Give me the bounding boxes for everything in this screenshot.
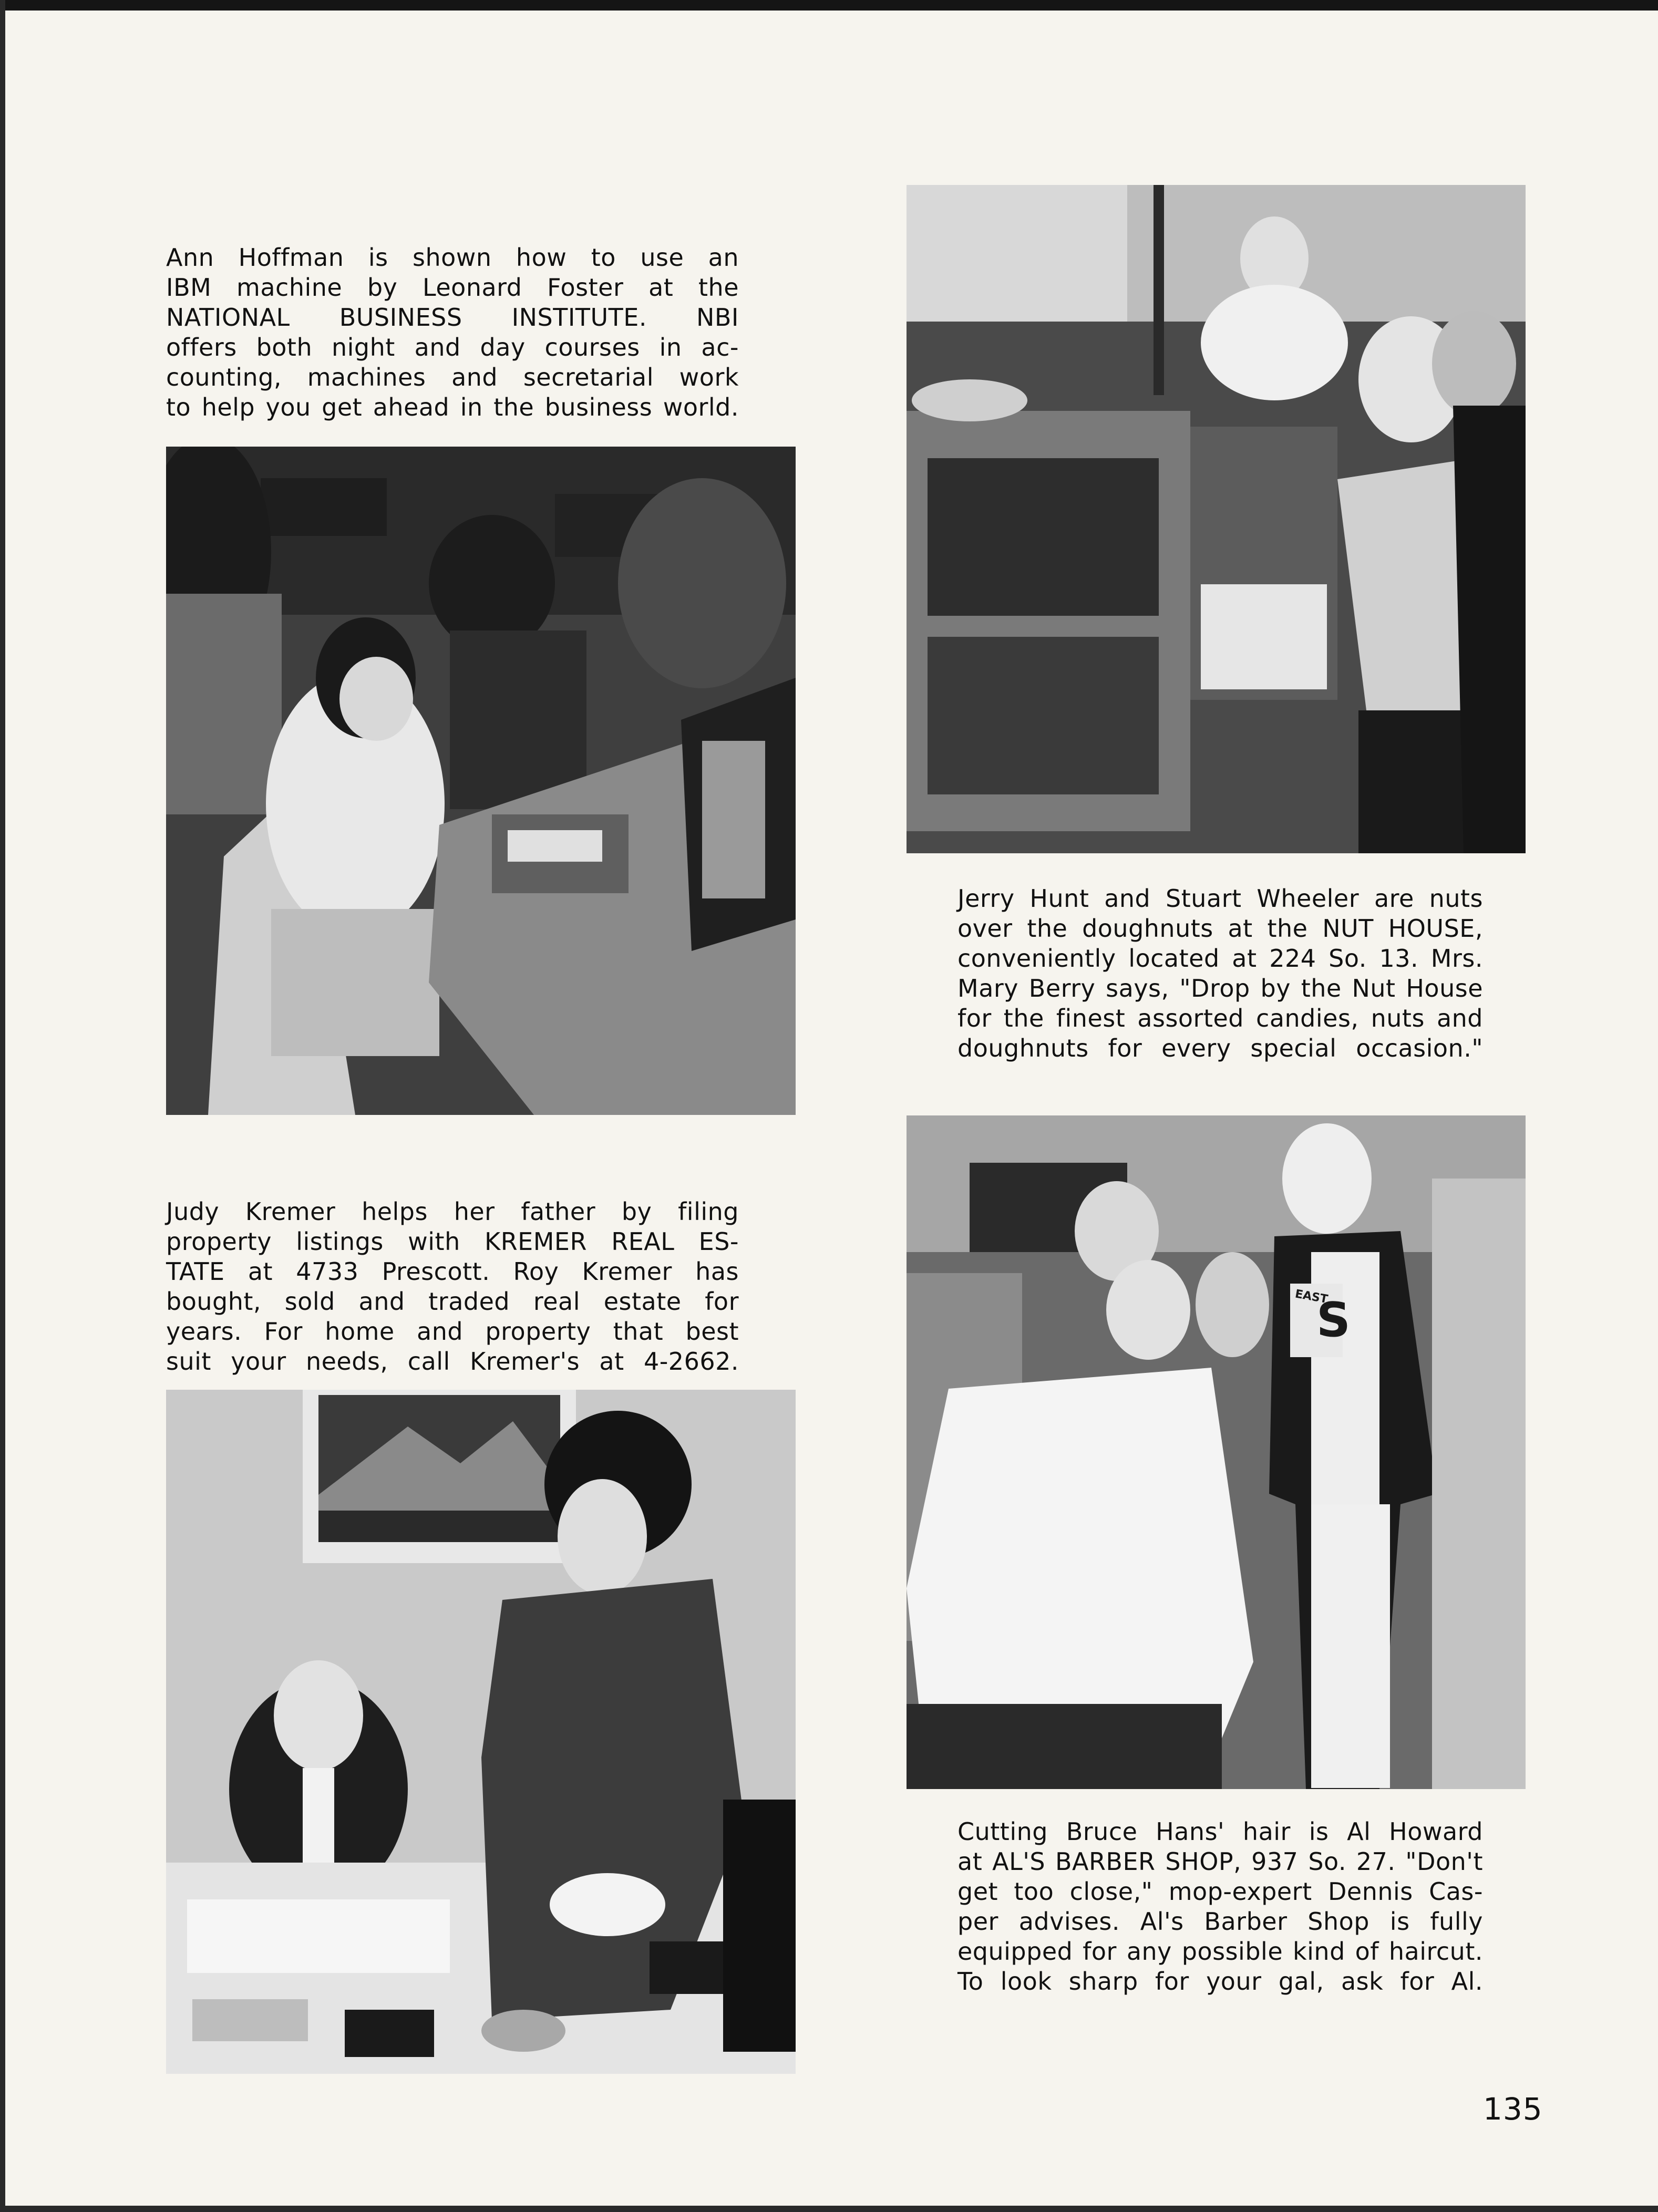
caption-kremer-real-estate [166,1197,739,1377]
caption-line: counting, machines and secretarial work [166,363,739,391]
caption-line: for the finest assorted candies, nuts and [957,1004,1483,1032]
caption-line: To look sharp for your gal, ask for Al. [957,1967,1483,1996]
caption-nut-house [957,884,1483,1063]
caption-line: TATE at 4733 Prescott. Roy Kremer has [166,1257,739,1286]
caption-line: conveniently located at 224 So. 13. Mrs. [957,944,1483,973]
caption-line: Cutting Bruce Hans' hair is Al Howard [957,1817,1483,1846]
left-border [0,0,5,2212]
caption-line: bought, sold and traded real estate for [166,1287,739,1316]
caption-nbi [166,243,739,422]
caption-line: Mary Berry says, "Drop by the Nut House [957,974,1483,1002]
caption-line: to help you get ahead in the business world. [166,393,739,421]
caption-line: per advises. Al's Barber Shop is fully [957,1907,1483,1936]
caption-line: equipped for any possible kind of haircut. [957,1937,1483,1966]
caption-barber-shop [957,1817,1483,1997]
caption-line: Judy Kremer helps her father by filing [166,1197,739,1226]
top-border [0,0,1658,11]
caption-line: years. For home and property that best [166,1317,739,1346]
bottom-border [0,2206,1658,2212]
jacket-letter: S [1316,1293,1351,1348]
caption-line: at AL'S BARBER SHOP, 937 So. 27. "Don't [957,1847,1483,1876]
photo-ibm-machine [166,447,796,1115]
caption-line: over the doughnuts at the NUT HOUSE, [957,914,1483,943]
caption-line: Jerry Hunt and Stuart Wheeler are nuts [957,884,1483,913]
photo-kremer-real-estate [166,1390,796,2074]
photo-nut-house [907,185,1526,853]
caption-line: property listings with KREMER REAL ES- [166,1227,739,1256]
page-number: 135 [1483,2091,1543,2127]
photo-barber-shop [907,1115,1526,1789]
caption-line: Ann Hoffman is shown how to use an [166,243,739,272]
caption-line: IBM machine by Leonard Foster at the [166,273,739,302]
caption-line: get too close," mop-expert Dennis Cas- [957,1877,1483,1906]
caption-line: doughnuts for every special occasion." [957,1034,1483,1062]
jacket-text: EAST [1294,1287,1329,1307]
caption-line: NATIONAL BUSINESS INSTITUTE. NBI [166,303,739,332]
caption-line: offers both night and day courses in ac- [166,333,739,361]
caption-line: suit your needs, call Kremer's at 4-2662. [166,1347,739,1376]
